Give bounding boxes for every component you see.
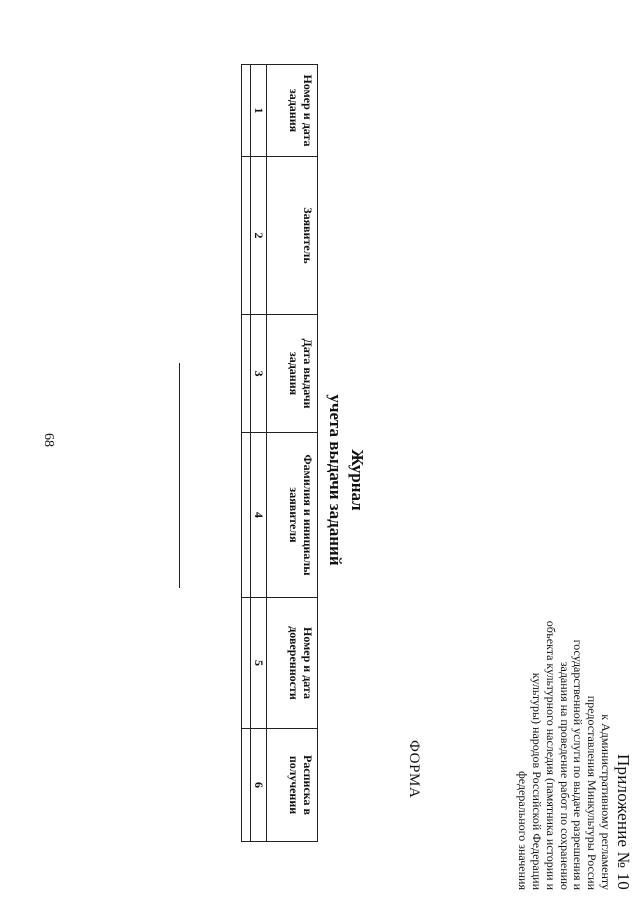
- column-number-cell: 1: [251, 65, 267, 157]
- header-cell: Дата выдачи задания: [267, 315, 318, 433]
- appendix-line: предоставления Минкультуры России: [585, 695, 600, 890]
- appendix-line: культуры) народов Российской Федерации: [530, 672, 545, 890]
- table-cell: [242, 65, 251, 157]
- journal-title-line2: учета выдачи заданий: [326, 394, 345, 566]
- table-row: [242, 65, 251, 842]
- journal-title: [324, 260, 368, 700]
- journal-title-line1: Журнал: [348, 449, 367, 511]
- appendix-line: задания на проведение работ по сохранению: [557, 661, 572, 890]
- header-cell: Номер и дата доверенности: [267, 598, 318, 729]
- table-cell: [242, 433, 251, 598]
- table-header-row: [267, 65, 318, 842]
- header-cell: Расписка в получении: [267, 729, 318, 842]
- column-number-cell: 4: [251, 433, 267, 598]
- journal-table: [241, 64, 318, 842]
- header-cell: Фамилия и инициалы заявителя: [267, 433, 318, 598]
- table-cell: [242, 729, 251, 842]
- signature-line: [179, 363, 180, 588]
- table-number-row: [251, 65, 267, 842]
- column-number-cell: 3: [251, 315, 267, 433]
- column-number-cell: 5: [251, 598, 267, 729]
- form-label: ФОРМА: [406, 740, 422, 799]
- table-cell: [242, 315, 251, 433]
- page-number: 68: [41, 433, 56, 447]
- appendix-line: к Административному регламенту: [599, 714, 613, 890]
- appendix-block: [515, 470, 633, 890]
- table-cell: [242, 157, 251, 315]
- header-cell: Заявитель: [267, 157, 318, 315]
- column-number-cell: 6: [251, 729, 267, 842]
- column-number-cell: 2: [251, 157, 267, 315]
- table-cell: [242, 598, 251, 729]
- appendix-line: объекта культурного наследия (памятника истории и: [543, 620, 558, 890]
- appendix-line: государственной услуги по выдаче разрешения и: [571, 639, 586, 890]
- header-cell: Номер и дата задания: [267, 65, 318, 157]
- appendix-title: Приложение № 10: [614, 754, 633, 890]
- appendix-line: федерального значения: [516, 770, 531, 890]
